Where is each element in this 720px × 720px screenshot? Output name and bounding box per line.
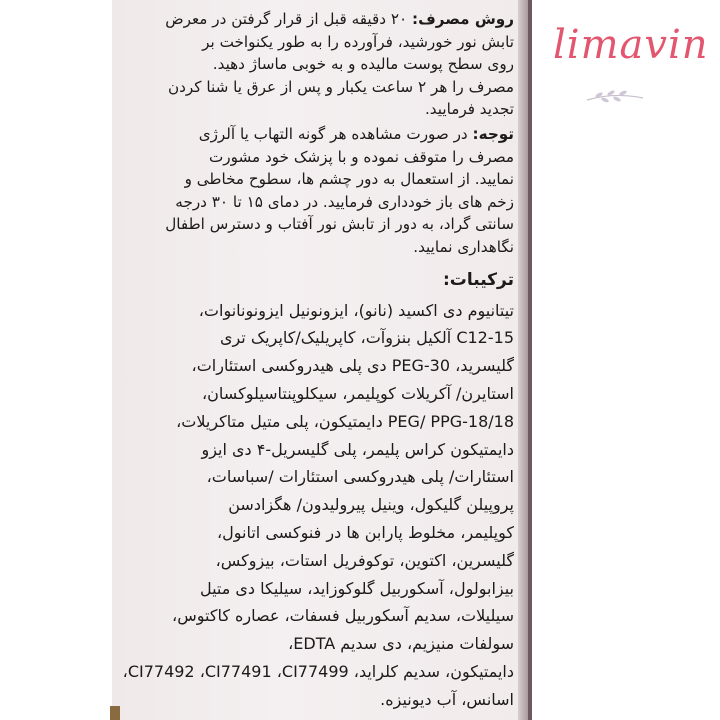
warning-line: زخم های باز خودداری فرمایید. در دمای ۱۵ تا ۳۰ درجه	[175, 192, 514, 211]
ingredient-line: دایمتیکون کراس پلیمر، پلی گلیسریل-۴ دی ایزو	[201, 439, 514, 459]
ingredient-line: PEG/ PPG-18/18 دایمتیکون، پلی متیل متاکریلات،	[176, 411, 514, 431]
ingredient-line: بیزابولول، آسکوربیل گلوکوزاید، سیلیکا دی متیل	[199, 578, 514, 598]
ingredient-line: کوپلیمر، مخلوط پارابن ها در فنوکسی اتانول،	[216, 522, 514, 542]
leaf-sprig-icon	[585, 86, 645, 106]
box-side-shadow	[528, 0, 532, 720]
ingredients-list	[118, 297, 514, 714]
ingredient-line: پروپیلن گلیکول، وینیل پیرولیدون/ هگزادسن	[228, 495, 514, 515]
ingredient-line: سولفات منیزیم، دی سدیم EDTA،	[288, 634, 514, 654]
warning-section	[118, 123, 514, 259]
warning-line: نمایید. از استعمال به دور چشم ها، سطوح مخاطی و	[184, 170, 514, 189]
warning-line: نگاهداری نمایید.	[413, 237, 514, 256]
brand-logo	[535, 0, 720, 110]
usage-line: روی سطح پوست مالیده و به خوبی ماساژ دهید.	[212, 55, 514, 74]
usage-section	[118, 8, 514, 121]
ingredient-line: اسانس، آب دیونیزه.	[380, 689, 514, 709]
ingredient-line: استایرن/ آکریلات کوپلیمر، سیکلوپنتاسیلوکسان،	[202, 383, 514, 403]
ingredient-line: تیتانیوم دی اکسید (نانو)، ایزونونیل ایزونونانوات،	[198, 300, 514, 320]
ingredients-title: ترکیبات:	[443, 269, 514, 290]
usage-line: مصرف را هر ۲ ساعت یکبار و پس از عرق یا شنا کردن	[168, 77, 514, 96]
ingredient-line: گلیسرید، PEG-30 دی پلی هیدروکسی استئارات،	[191, 356, 514, 376]
usage-line: تجدید فرمایید.	[424, 100, 514, 119]
warning-line: مصرف را متوقف نموده و با پزشک خود مشورت	[209, 147, 514, 166]
warning-line: سانتی گراد، به دور از تابش نور آفتاب و دسترس اطفال	[165, 215, 514, 234]
brand-logo-text: limavin	[553, 22, 709, 68]
ingredient-line: دایمتیکون، سدیم کلراید، CI77492 ،CI77491 ،CI77499،	[122, 661, 514, 681]
ingredient-line: سیلیلات، سدیم آسکوربیل فسفات، عصاره کاکتوس،	[172, 606, 514, 626]
product-label-text	[118, 8, 514, 713]
ingredient-line: استئارات/ پلی هیدروکسی استئارات /سباسات،	[206, 467, 514, 487]
warning-heading: توجه:	[472, 124, 514, 143]
warning-line: در صورت مشاهده هر گونه التهاب یا آلرژی	[198, 124, 468, 143]
usage-line: ۲۰ دقیقه قبل از قرار گرفتن در معرض	[165, 10, 408, 28]
ingredient-line: گلیسرین، اکتوین، توکوفریل استات، بیزوکس،	[215, 550, 514, 570]
box-side-edge	[518, 0, 528, 720]
ingredient-line: C12-15 آلکیل بنزوآت، کاپریلیک/کاپریک تری	[219, 328, 514, 348]
usage-line: تابش نور خورشید، فرآورده را به طور یکنواخت بر	[202, 32, 514, 51]
usage-heading: روش مصرف:	[412, 10, 514, 28]
